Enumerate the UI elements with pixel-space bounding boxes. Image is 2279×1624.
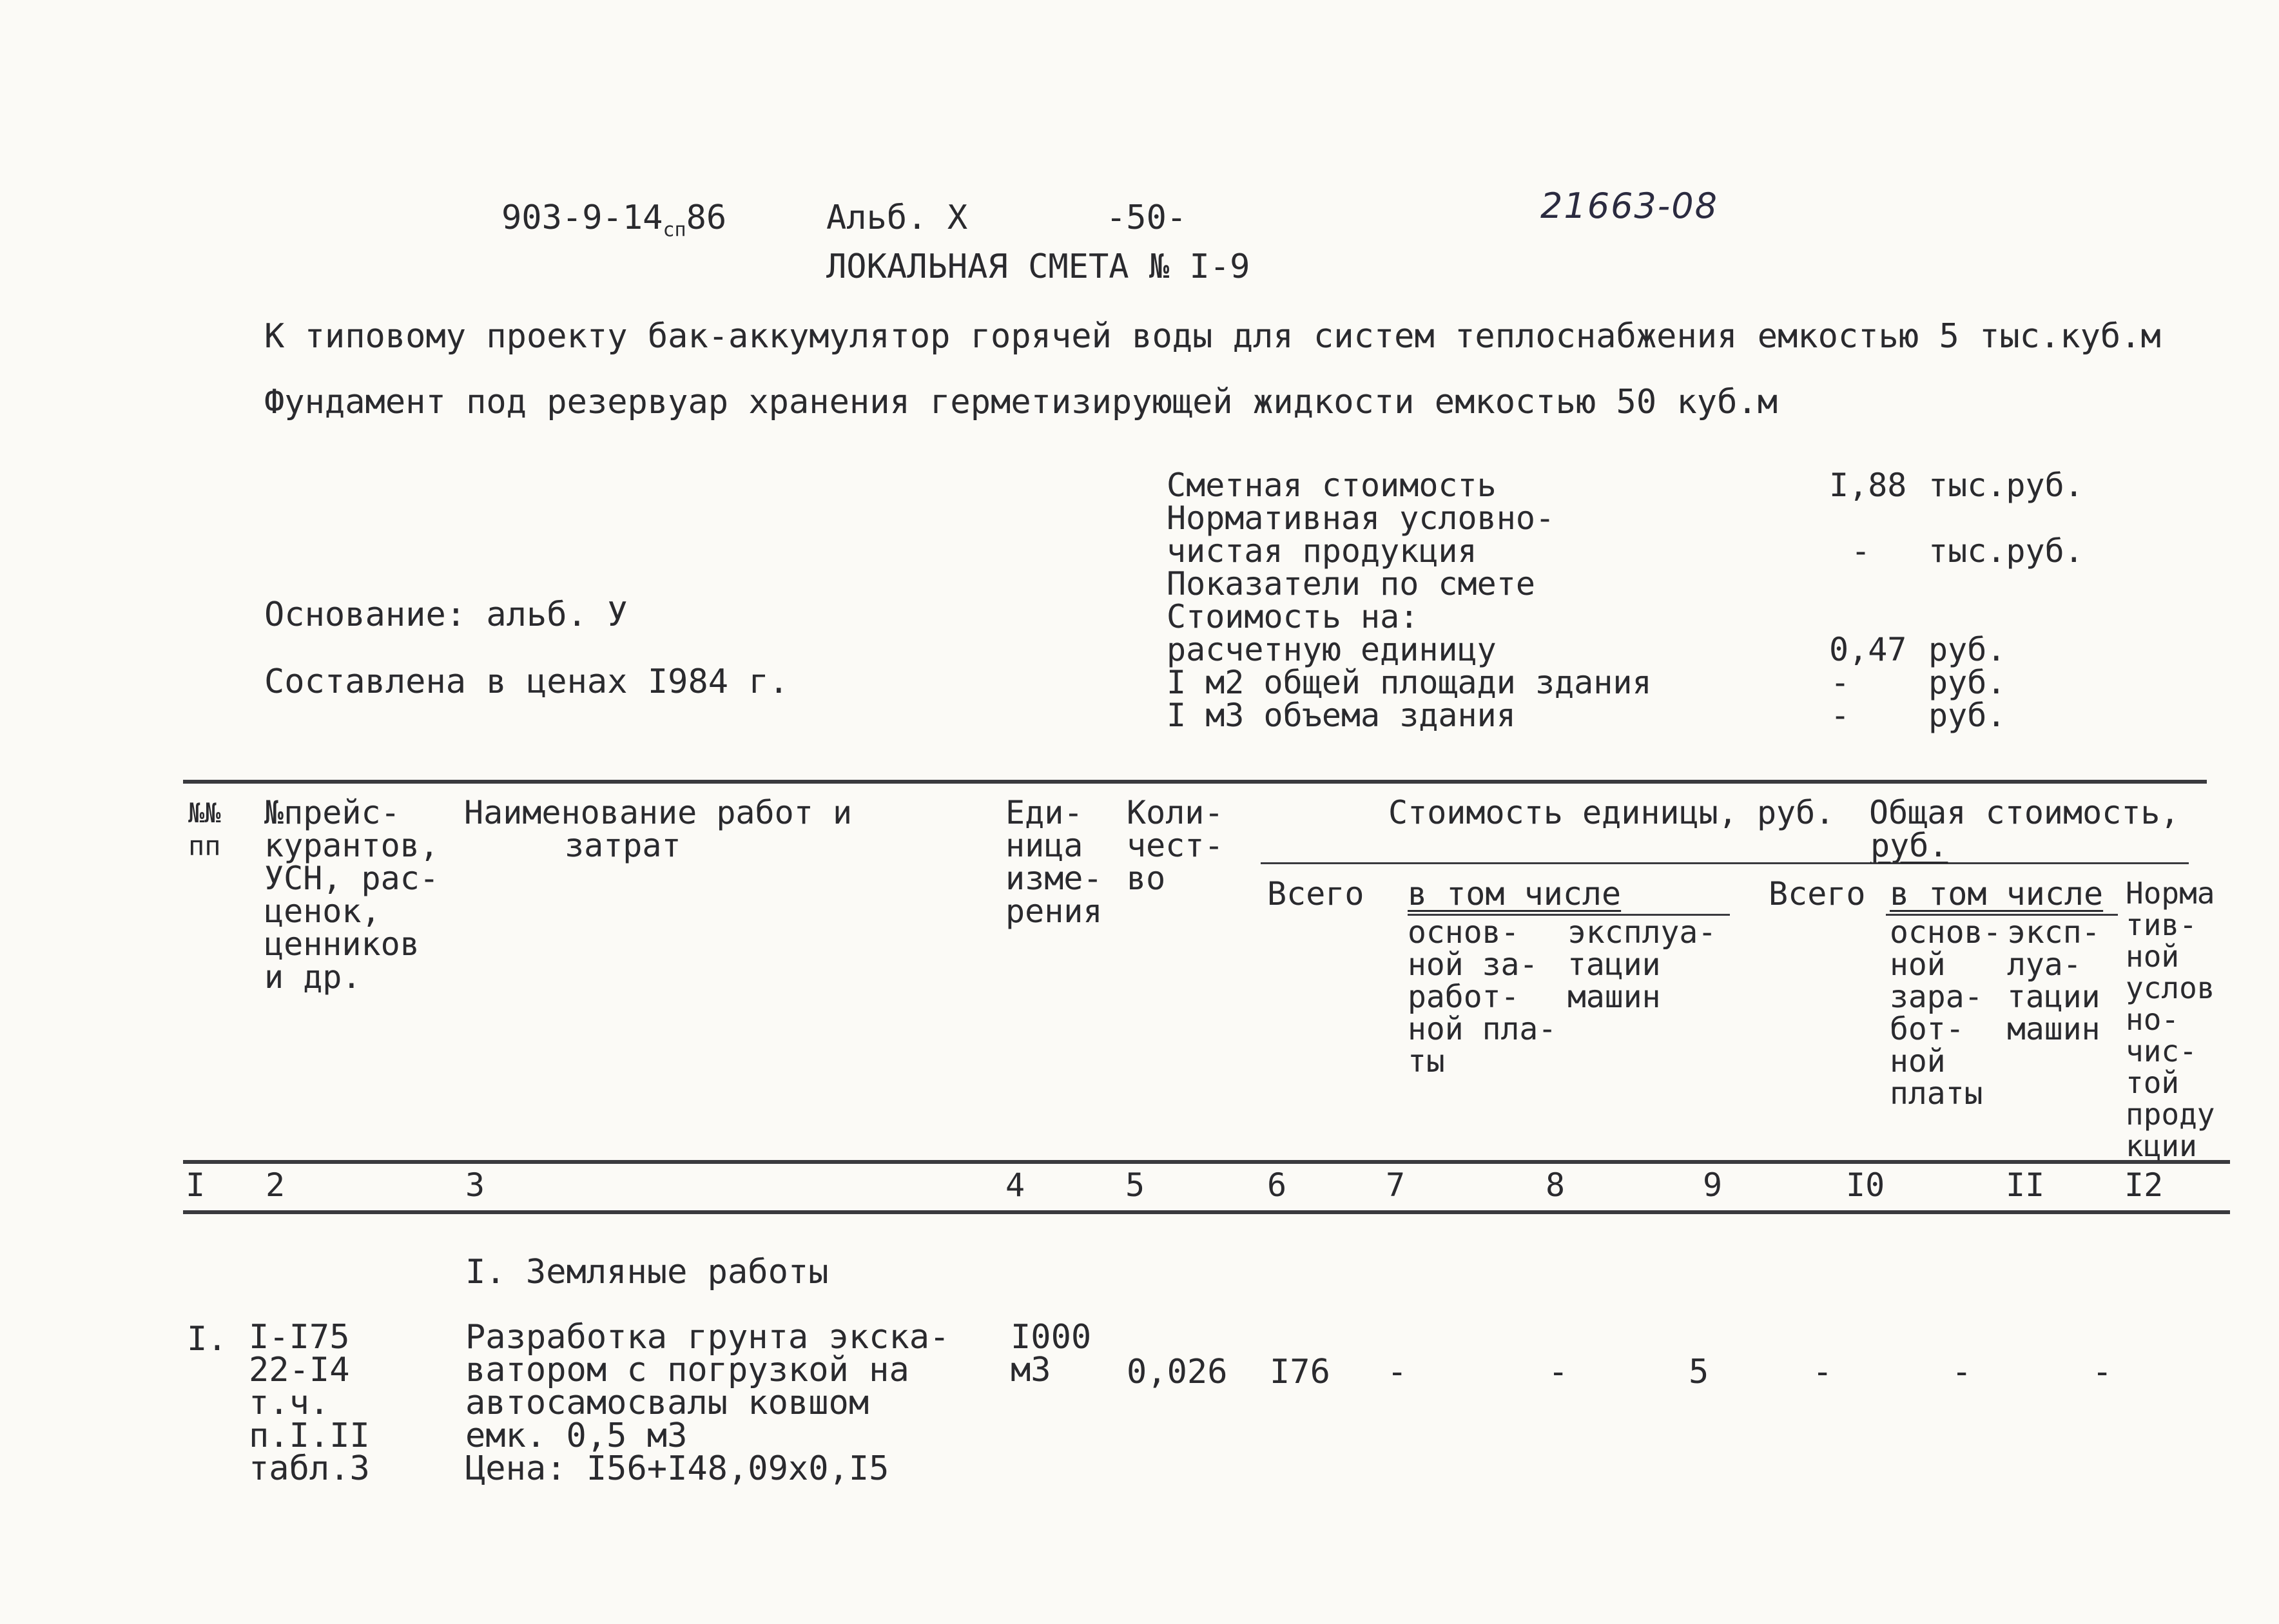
estimated-cost-unit: тыс.руб.: [1928, 467, 2084, 504]
row-work-name-line: емк. 0,5 м3: [465, 1416, 688, 1455]
col5-header-line: Коли-: [1127, 794, 1224, 831]
col7-header-line: ты: [1408, 1043, 1445, 1079]
col10-header-line: бот-: [1890, 1011, 1964, 1047]
col2-header: [264, 794, 439, 996]
col1-header-line: пп: [188, 830, 221, 862]
col2-header-line: ценок,: [264, 893, 381, 930]
col12-header-line: чис-: [2126, 1034, 2197, 1068]
row-code-line: I-I75: [249, 1318, 350, 1357]
col2-header-line: ценников: [264, 925, 420, 963]
col12-header-line: кции: [2126, 1128, 2197, 1163]
prices-text: Составлена в ценах I984 г.: [264, 662, 789, 701]
col2-header-line: №прейс-: [264, 794, 400, 831]
cost-per-label: Стоимость на:: [1167, 598, 1419, 635]
col12-header-line: той: [2126, 1065, 2180, 1100]
row-total-wages: -: [1812, 1353, 1833, 1391]
row-unit: [1011, 1318, 1092, 1389]
row-unit-total: I76: [1270, 1353, 1330, 1391]
col-number: I0: [1846, 1166, 1885, 1204]
row-work-name-line: Цена: I56+I48,09х0,I5: [465, 1449, 889, 1488]
row-work-name-line: автосамосвалы ковшом: [465, 1384, 869, 1422]
normative-unit: тыс.руб.: [1928, 532, 2084, 570]
col4-header-line: ница: [1005, 827, 1083, 864]
document-code-year: 86: [686, 198, 727, 237]
row-unit-line: I000: [1011, 1318, 1092, 1357]
incl-header-total: в том числе: [1890, 875, 2104, 913]
col11-header-line: эксп-: [2007, 914, 2100, 951]
col-number: 6: [1267, 1166, 1287, 1204]
section-title: I. Земляные работы: [465, 1253, 829, 1291]
estimated-cost-label: Сметная стоимость: [1167, 467, 1497, 504]
row-code-line: 22-I4: [249, 1351, 350, 1389]
col2-header-line: и др.: [264, 958, 362, 996]
col8-header-line: тации: [1567, 947, 1661, 983]
row-code: [249, 1318, 370, 1488]
row-work-name-line: Разработка грунта экска-: [465, 1318, 950, 1357]
col11-header-line: тации: [2007, 979, 2100, 1015]
col7-header-line: основ-: [1408, 914, 1520, 951]
col12-header-line: Норма: [2126, 876, 2215, 911]
col12-header-line: услов: [2126, 971, 2215, 1005]
document-code-sub: сп: [663, 218, 686, 242]
col12-header: [2126, 878, 2215, 1162]
col-number: 7: [1386, 1166, 1406, 1204]
col3-header-line1: Наименование работ и: [464, 794, 853, 831]
col10-header-line: платы: [1890, 1076, 1983, 1112]
per-m2-label: I м2 общей площади здания: [1167, 664, 1652, 701]
col4-header-line: Еди-: [1005, 794, 1083, 831]
per-unit-value: 0,47: [1829, 631, 1907, 668]
page-number: -50-: [1106, 198, 1187, 237]
per-unit-label: расчетную единицу: [1167, 631, 1497, 668]
col-number: I2: [2124, 1166, 2164, 1204]
col3-header-line2: затрат: [565, 827, 681, 864]
project-line-1: К типовому проекту бак-аккумулятор горячей воды для систем теплоснабжения емкостью 5 тыс.куб.м: [264, 317, 2161, 356]
col-number: 5: [1125, 1166, 1145, 1204]
col8-header-line: машин: [1567, 979, 1661, 1015]
col5-header-line: во: [1127, 860, 1166, 897]
col10-header-line: ной: [1890, 1043, 1946, 1079]
per-m2-value: -: [1830, 664, 1850, 701]
row-unit-wages: -: [1387, 1353, 1408, 1391]
col10-header-line: ной: [1890, 947, 1946, 983]
unit-cost-header: Стоимость единицы, руб.: [1388, 794, 1835, 831]
normative-label-2: чистая продукция: [1167, 532, 1477, 570]
normative-label-1: Нормативная условно-: [1167, 499, 1555, 537]
col4-header: [1005, 794, 1103, 930]
summary-labels: [1167, 469, 1652, 732]
col6-header: Всего: [1267, 875, 1364, 913]
row-code-line: табл.3: [249, 1449, 370, 1488]
page-title: ЛОКАЛЬНАЯ СМЕТА № I-9: [826, 247, 1250, 286]
per-m2-unit: руб.: [1928, 664, 2006, 701]
col11-header: [2007, 916, 2100, 1045]
col-number: 3: [465, 1166, 485, 1204]
table-top-rule: [183, 780, 2207, 784]
col11-header-line: машин: [2007, 1011, 2100, 1047]
column-numbers-rule: [183, 1210, 2230, 1214]
col10-header-line: основ-: [1890, 914, 2002, 951]
handwritten-number: 21663-08: [1540, 186, 1718, 226]
col8-header-line: эксплуа-: [1567, 914, 1717, 951]
row-number: I.: [187, 1320, 228, 1358]
total-cost-header-1: Общая стоимость,: [1869, 794, 2180, 831]
col-number: 9: [1703, 1166, 1723, 1204]
col-number: I: [186, 1166, 206, 1204]
col1-header-line: №№: [188, 797, 221, 829]
row-work-name-line: ватором с погрузкой на: [465, 1351, 909, 1389]
indicators-label: Показатели по смете: [1167, 565, 1535, 603]
per-m3-value: -: [1830, 697, 1850, 734]
col7-header-line: ной за-: [1408, 947, 1538, 983]
col12-header-line: ной: [2126, 939, 2180, 974]
col2-header-line: курантов,: [264, 827, 439, 864]
incl-header-unit: в том числе: [1408, 875, 1622, 913]
col9-header: Всего: [1769, 875, 1866, 913]
album-label: Альб. Х: [826, 198, 968, 237]
col4-header-line: изме-: [1005, 860, 1103, 897]
per-m3-label: I м3 объема здания: [1167, 697, 1516, 734]
col12-header-line: но-: [2126, 1002, 2180, 1037]
cost-group-rule: [1261, 862, 2189, 864]
table-header-rule: [183, 1160, 2230, 1164]
col7-header-line: ной пла-: [1408, 1011, 1557, 1047]
col4-header-line: рения: [1005, 893, 1103, 930]
normative-value: -: [1851, 532, 1871, 570]
row-total: 5: [1689, 1353, 1709, 1391]
per-m3-unit: руб.: [1928, 697, 2006, 734]
col11-header-line: луа-: [2007, 947, 2082, 983]
col8-header: [1567, 916, 1716, 1013]
col5-header-line: чест-: [1127, 827, 1224, 864]
document-code: [501, 200, 726, 248]
col-number: 8: [1546, 1166, 1566, 1204]
document-code-main: 903-9-14: [501, 198, 663, 237]
estimated-cost-value: I,88: [1829, 467, 1907, 504]
col-number: 4: [1005, 1166, 1025, 1204]
total-cost-header-2: руб.: [1870, 827, 1948, 864]
row-unit-line: м3: [1011, 1351, 1051, 1389]
row-unit-machines: -: [1548, 1353, 1569, 1391]
col1-header: [188, 797, 221, 862]
row-quantity: 0,026: [1127, 1353, 1228, 1391]
col5-header: [1127, 794, 1224, 897]
col10-header: [1890, 916, 2001, 1110]
col7-header-line: работ-: [1408, 979, 1520, 1015]
row-total-machines: -: [1952, 1353, 1972, 1391]
project-line-2: Фундамент под резервуар хранения герметизирующей жидкости емкостью 50 куб.м: [264, 383, 1778, 421]
col12-header-line: проду: [2126, 1097, 2215, 1132]
col-number: II: [2006, 1166, 2045, 1204]
row-normative: -: [2092, 1353, 2113, 1391]
per-unit-unit: руб.: [1928, 631, 2006, 668]
col7-header: [1408, 916, 1557, 1078]
col10-header-line: зара-: [1890, 979, 1983, 1015]
col12-header-line: тив-: [2126, 907, 2197, 942]
col2-header-line: УСН, рас-: [264, 860, 439, 897]
row-code-line: т.ч.: [249, 1384, 330, 1422]
basis-text: Основание: альб. У: [264, 595, 628, 634]
col-number: 2: [266, 1166, 286, 1204]
row-code-line: п.I.II: [249, 1416, 370, 1455]
row-work-name: [465, 1318, 950, 1488]
